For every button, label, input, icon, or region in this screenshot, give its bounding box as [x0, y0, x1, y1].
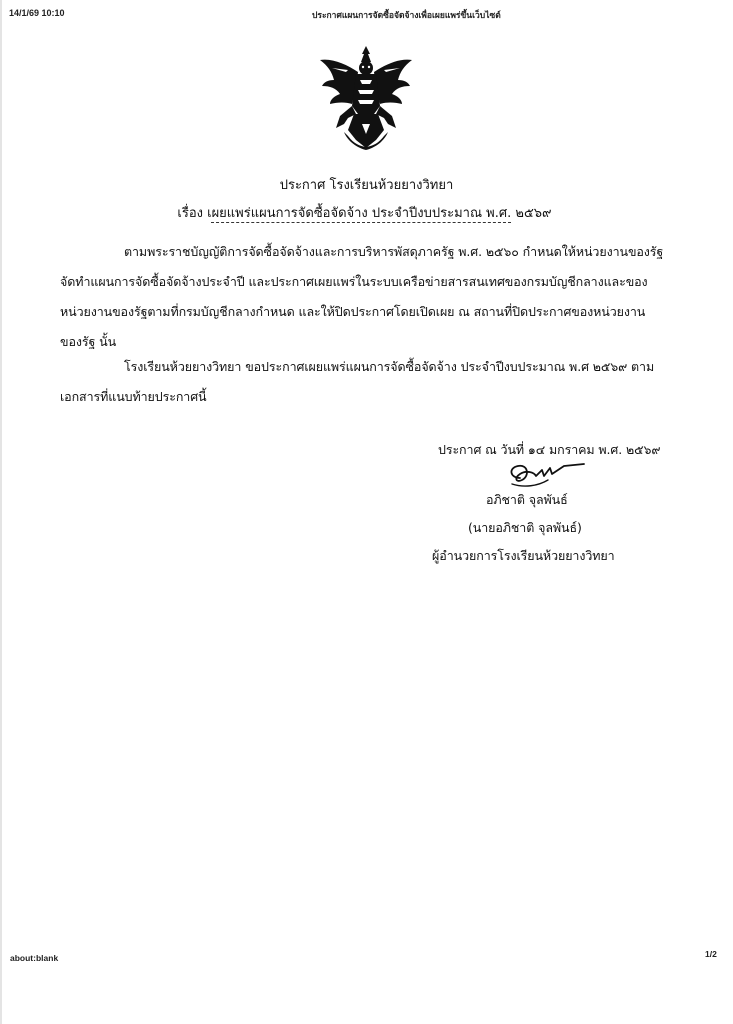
paragraph1-line3: หน่วยงานของรัฐตามที่กรมบัญชีกลางกำหนด และให้ปิดประกาศโดยเปิดเผย ณ สถานที่ปิดประกาศของหน่วยงาน	[60, 304, 646, 319]
print-url: about:blank	[10, 953, 59, 963]
paragraph2-line1: โรงเรียนห้วยยางวิทยา ขอประกาศเผยแพร่แผนการจัดซื้อจัดจ้าง ประจำปีงบประมาณ พ.ศ ๒๕๖๙ ตาม	[124, 359, 655, 374]
paragraph1-line1: ตามพระราชบัญญัติการจัดซื้อจัดจ้างและการบริหารพัสดุภาครัฐ พ.ศ. ๒๕๖๐ กำหนดให้หน่วยงานของรัฐ	[124, 244, 664, 259]
print-date: 14/1/69 10:10	[9, 8, 65, 18]
paragraph1-line2: จัดทำแผนการจัดซื้อจัดจ้างประจำปี และประกาศเผยแพร่ในระบบเครือข่ายสารสนเทศของกรมบัญชีกลางและของ	[60, 274, 648, 289]
signer-position: ผู้อำนวยการโรงเรียนห้วยยางวิทยา	[432, 548, 615, 563]
signer-full-name: (นายอภิชาติ จุลพันธ์)	[468, 520, 582, 535]
print-page-number: 1/2	[705, 949, 717, 959]
signer-name: อภิชาติ จุลพันธ์	[486, 492, 568, 507]
announced-date: ประกาศ ณ วันที่ ๑๔ มกราคม พ.ศ. ๒๕๖๙	[438, 442, 661, 457]
scan-edge	[0, 0, 2, 1024]
dashed-divider	[211, 222, 511, 223]
paragraph1-line4: ของรัฐ นั้น	[60, 334, 117, 349]
handwritten-signature	[504, 458, 588, 492]
announcement-subject: เรื่อง เผยแพร่แผนการจัดซื้อจัดจ้าง ประจำปีงบประมาณ พ.ศ. ๒๕๖๙	[177, 206, 552, 221]
print-header	[0, 8, 733, 22]
announcement-heading: ประกาศ โรงเรียนห้วยยางวิทยา	[279, 178, 454, 193]
paragraph2-line2: เอกสารที่แนบท้ายประกาศนี้	[60, 389, 207, 404]
print-page-title: ประกาศแผนการจัดซื้อจัดจ้างเพื่อเผยแพร่ขึ้นเว็บไซต์	[312, 11, 501, 21]
garuda-emblem-icon	[318, 44, 414, 152]
